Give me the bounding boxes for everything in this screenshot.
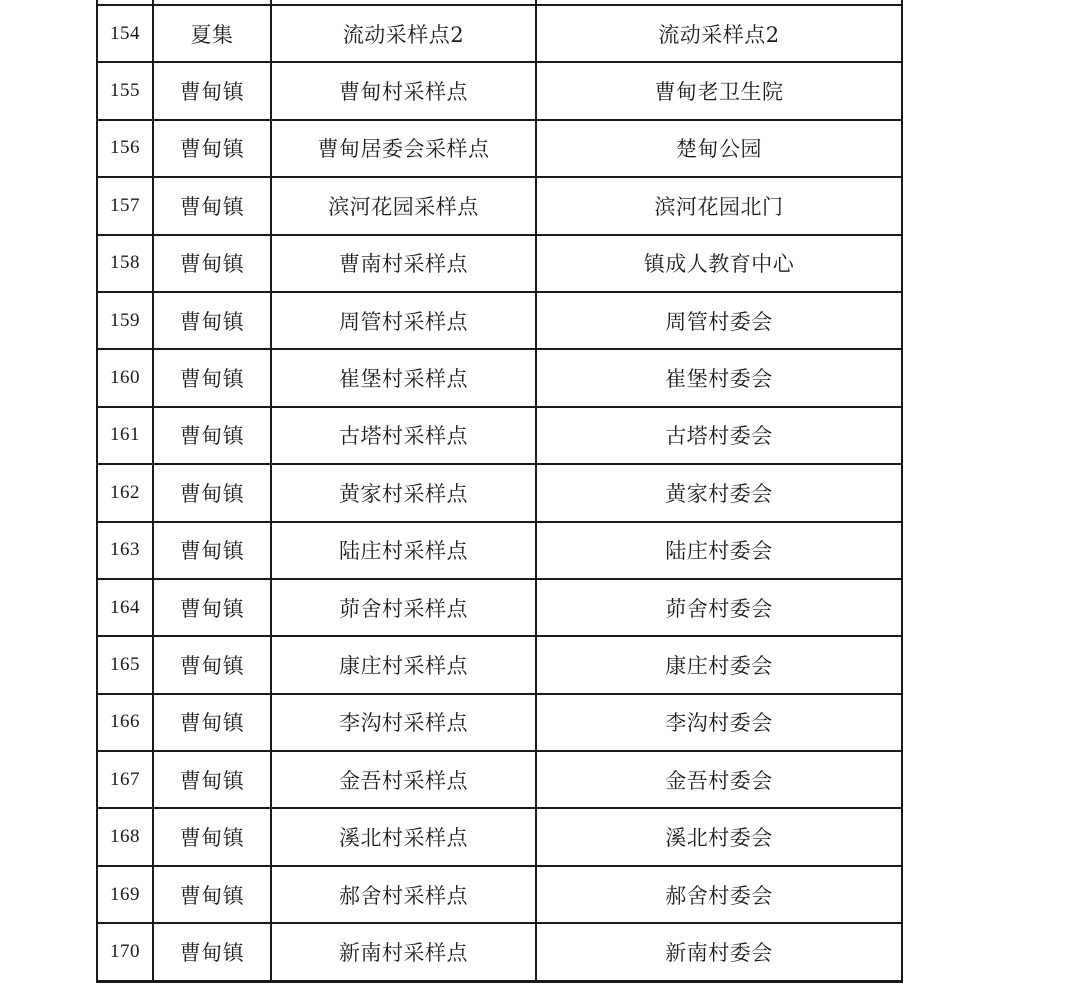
town-cell: 曹甸镇 — [153, 349, 271, 406]
site-address-cell: 康庄村委会 — [536, 636, 902, 693]
row-number-cell: 157 — [97, 177, 153, 234]
site-address-cell: 黄家村委会 — [536, 464, 902, 521]
site-address-cell: 新南村委会 — [536, 923, 902, 981]
sampling-site-cell: 古塔村采样点 — [271, 407, 536, 464]
table-row — [97, 235, 902, 292]
table-row — [97, 5, 902, 62]
sampling-site-cell: 流动采样点2 — [271, 5, 536, 62]
town-cell: 曹甸镇 — [153, 177, 271, 234]
table-body — [97, 0, 902, 981]
sampling-site-cell: 李沟村采样点 — [271, 694, 536, 751]
site-address-cell: 镇成人教育中心 — [536, 235, 902, 292]
sampling-site-cell: 滨河花园采样点 — [271, 177, 536, 234]
town-cell: 曹甸镇 — [153, 636, 271, 693]
table-row — [97, 579, 902, 636]
sampling-site-cell: 崔堡村采样点 — [271, 349, 536, 406]
town-cell: 曹甸镇 — [153, 751, 271, 808]
table-row — [97, 62, 902, 119]
town-cell: 曹甸镇 — [153, 694, 271, 751]
sampling-site-cell: 曹甸村采样点 — [271, 62, 536, 119]
site-address-cell: 李沟村委会 — [536, 694, 902, 751]
town-cell: 曹甸镇 — [153, 808, 271, 865]
town-cell: 曹甸镇 — [153, 464, 271, 521]
table-row — [97, 808, 902, 865]
town-cell: 曹甸镇 — [153, 522, 271, 579]
site-address-cell: 郝舍村委会 — [536, 866, 902, 923]
table-row — [97, 866, 902, 923]
row-number-cell: 156 — [97, 120, 153, 177]
site-address-cell: 流动采样点2 — [536, 5, 902, 62]
site-address-cell: 溪北村委会 — [536, 808, 902, 865]
site-address-cell: 曹甸老卫生院 — [536, 62, 902, 119]
sampling-site-cell: 康庄村采样点 — [271, 636, 536, 693]
table-row — [97, 349, 902, 406]
site-address-cell: 楚甸公园 — [536, 120, 902, 177]
town-cell: 曹甸镇 — [153, 579, 271, 636]
sampling-site-cell: 溪北村采样点 — [271, 808, 536, 865]
row-number-cell: 159 — [97, 292, 153, 349]
sampling-site-table-page — [96, 0, 901, 980]
site-address-cell: 陆庄村委会 — [536, 522, 902, 579]
sampling-site-cell: 曹南村采样点 — [271, 235, 536, 292]
row-number-cell: 164 — [97, 579, 153, 636]
town-cell: 曹甸镇 — [153, 923, 271, 981]
sampling-site-cell: 陆庄村采样点 — [271, 522, 536, 579]
town-cell: 曹甸镇 — [153, 866, 271, 923]
site-address-cell: 茆舍村委会 — [536, 579, 902, 636]
table-row — [97, 464, 902, 521]
table-row — [97, 177, 902, 234]
table-row — [97, 522, 902, 579]
sampling-site-cell: 曹甸居委会采样点 — [271, 120, 536, 177]
row-number-cell: 169 — [97, 866, 153, 923]
site-address-cell: 崔堡村委会 — [536, 349, 902, 406]
sampling-site-cell: 金吾村采样点 — [271, 751, 536, 808]
row-number-cell: 160 — [97, 349, 153, 406]
site-address-cell: 古塔村委会 — [536, 407, 902, 464]
sampling-site-table — [96, 0, 903, 983]
town-cell: 曹甸镇 — [153, 120, 271, 177]
row-number-cell: 170 — [97, 923, 153, 981]
row-number-cell: 158 — [97, 235, 153, 292]
table-row — [97, 120, 902, 177]
row-number-cell: 162 — [97, 464, 153, 521]
site-address-cell: 滨河花园北门 — [536, 177, 902, 234]
table-row — [97, 292, 902, 349]
table-row — [97, 407, 902, 464]
row-number-cell: 155 — [97, 62, 153, 119]
table-row — [97, 636, 902, 693]
row-number-cell: 163 — [97, 522, 153, 579]
row-number-cell: 165 — [97, 636, 153, 693]
sampling-site-cell: 郝舍村采样点 — [271, 866, 536, 923]
row-number-cell: 161 — [97, 407, 153, 464]
town-cell: 曹甸镇 — [153, 292, 271, 349]
town-cell: 曹甸镇 — [153, 62, 271, 119]
town-cell: 夏集 — [153, 5, 271, 62]
row-number-cell: 154 — [97, 5, 153, 62]
sampling-site-cell: 茆舍村采样点 — [271, 579, 536, 636]
table-row — [97, 751, 902, 808]
row-number-cell: 167 — [97, 751, 153, 808]
sampling-site-cell: 黄家村采样点 — [271, 464, 536, 521]
town-cell: 曹甸镇 — [153, 235, 271, 292]
sampling-site-cell: 周管村采样点 — [271, 292, 536, 349]
table-row — [97, 694, 902, 751]
site-address-cell: 金吾村委会 — [536, 751, 902, 808]
row-number-cell: 166 — [97, 694, 153, 751]
town-cell: 曹甸镇 — [153, 407, 271, 464]
site-address-cell: 周管村委会 — [536, 292, 902, 349]
row-number-cell: 168 — [97, 808, 153, 865]
sampling-site-cell: 新南村采样点 — [271, 923, 536, 981]
table-row — [97, 923, 902, 981]
